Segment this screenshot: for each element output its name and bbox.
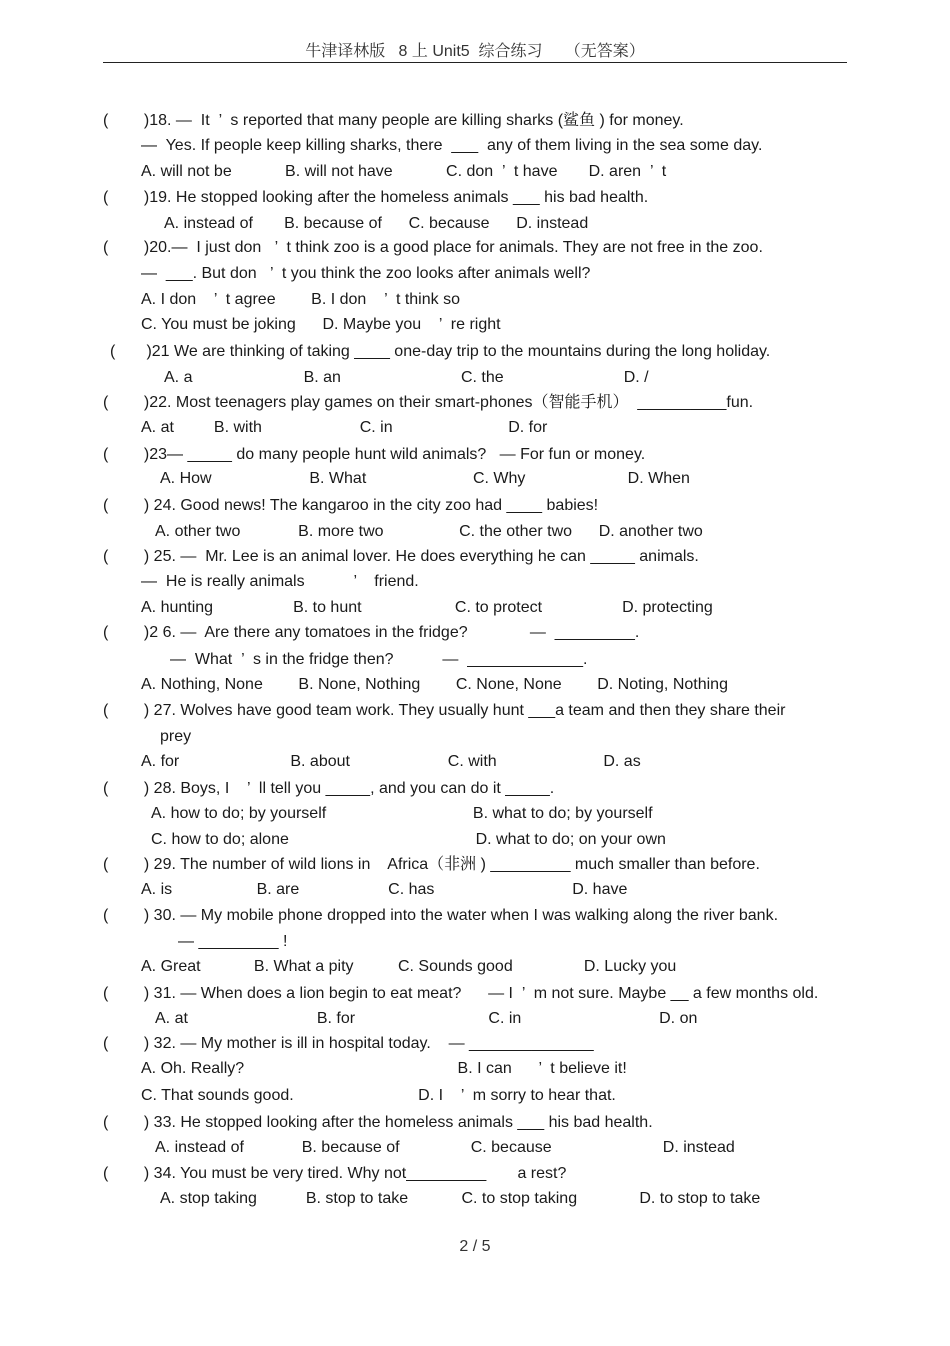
answer-options: A. hunting B. to hunt C. to protect D. protecting <box>141 599 713 616</box>
header-rule <box>103 62 847 63</box>
answer-options: C. how to do; alone D. what to do; on your own <box>151 831 666 848</box>
answer-options: A. instead of B. because of C. because D. instead <box>155 1139 735 1156</box>
answer-options: A. Nothing, None B. None, Nothing C. None, None D. Noting, Nothing <box>141 676 728 693</box>
question-line: prey <box>160 728 192 745</box>
answer-options: A. a B. an C. the D. / <box>164 369 649 386</box>
page-header: 牛津译林版 8 上 Unit5 综合练习 （无答案） <box>305 43 645 60</box>
answer-options: C. You must be joking D. Maybe you ’ re right <box>141 316 501 333</box>
question-line: — _________ ! <box>178 933 288 950</box>
question-line: ( ) 28. Boys, I ’ ll tell you _____, and you can do it _____. <box>103 780 555 797</box>
answer-options: A. I don ’ t agree B. I don ’ t think so <box>141 291 460 308</box>
question-line: ( ) 29. The number of wild lions in Africa（非洲 ) _________ much smaller than before. <box>103 856 760 873</box>
question-line: ( )2 6. — Are there any tomatoes in the fridge? — _________. <box>103 624 640 641</box>
answer-options: A. other two B. more two C. the other two D. another two <box>155 523 703 540</box>
question-line: ( ) 34. You must be very tired. Why not_________ a rest? <box>103 1165 567 1182</box>
question-line: — ___. But don ’ t you think the zoo looks after animals well? <box>141 265 591 282</box>
answer-options: A. instead of B. because of C. because D. instead <box>164 215 589 232</box>
question-line: ( ) 30. — My mobile phone dropped into the water when I was walking along the river bank. <box>103 907 779 924</box>
answer-options: A. stop taking B. stop to take C. to stop taking D. to stop to take <box>160 1190 761 1207</box>
question-line: ( )22. Most teenagers play games on their smart-phones（智能手机） __________fun. <box>103 394 754 411</box>
question-line: — Yes. If people keep killing sharks, there ___ any of them living in the sea some day. <box>141 137 763 154</box>
answer-options: A. is B. are C. has D. have <box>141 881 628 898</box>
answer-options: A. Great B. What a pity C. Sounds good D. Lucky you <box>141 958 677 975</box>
answer-options: A. how to do; by yourself B. what to do; by yourself <box>151 805 653 822</box>
page-number: 2 / 5 <box>459 1238 491 1255</box>
question-line: — He is really animals ’ friend. <box>141 573 419 590</box>
question-line: ( ) 33. He stopped looking after the homeless animals ___ his bad health. <box>103 1114 653 1131</box>
question-line: ( ) 27. Wolves have good team work. They usually hunt ___a team and then they share their <box>103 702 786 719</box>
question-line: ( )20.— I just don ’ t think zoo is a good place for animals. They are not free in the zoo. <box>103 239 763 256</box>
answer-options: A. Oh. Really? B. I can ’ t believe it! <box>141 1060 627 1077</box>
answer-options: C. That sounds good. D. I ’ m sorry to hear that. <box>141 1087 616 1104</box>
question-line: ( ) 25. — Mr. Lee is an animal lover. He does everything he can _____ animals. <box>103 548 699 565</box>
question-line: ( ) 32. — My mother is ill in hospital today. — ______________ <box>103 1035 594 1052</box>
question-line: — What ’ s in the fridge then? — _____________. <box>170 651 588 668</box>
question-line: ( )19. He stopped looking after the homeless animals ___ his bad health. <box>103 189 649 206</box>
answer-options: A. at B. with C. in D. for <box>141 419 548 436</box>
answer-options: A. How B. What C. Why D. When <box>160 470 690 487</box>
question-line: ( ) 31. — When does a lion begin to eat meat? — I ’ m not sure. Maybe __ a few months old. <box>103 985 819 1002</box>
question-line: ( )21 We are thinking of taking ____ one-day trip to the mountains during the long holiday. <box>110 343 771 360</box>
answer-options: A. will not be B. will not have C. don ’ t have D. aren ’ t <box>141 163 667 180</box>
answer-options: A. for B. about C. with D. as <box>141 753 641 770</box>
question-line: ( )23— _____ do many people hunt wild animals? — For fun or money. <box>103 446 646 463</box>
answer-options: A. at B. for C. in D. on <box>155 1010 698 1027</box>
question-line: ( ) 24. Good news! The kangaroo in the city zoo had ____ babies! <box>103 497 599 514</box>
question-line: ( )18. — It ’ s reported that many people are killing sharks (鲨鱼 ) for money. <box>103 112 684 129</box>
